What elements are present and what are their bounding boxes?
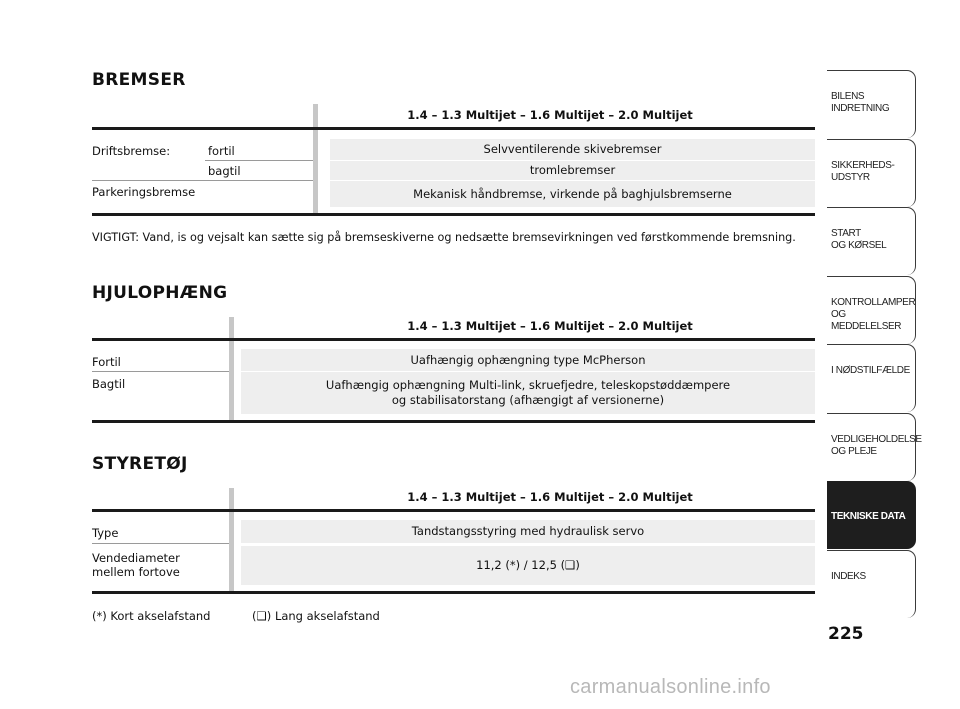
row-divider bbox=[205, 160, 313, 161]
value-front-brake: Selvventilerende skivebremser bbox=[330, 139, 815, 160]
value-turning-diameter: 11,2 (*) / 12,5 (❑) bbox=[241, 546, 815, 585]
value-parking-brake: Mekanisk håndbremse, virkende på baghjulsbremserne bbox=[330, 181, 815, 207]
footnote-short-wheelbase: (*) Kort akselafstand bbox=[92, 609, 211, 623]
chapter-tab-label: VEDLIGEHOLDELSE OG PLEJE bbox=[831, 433, 922, 457]
label-front: fortil bbox=[208, 144, 235, 158]
label-turning-diameter-2: mellem fortove bbox=[92, 565, 180, 579]
chapter-tab-1[interactable] bbox=[827, 70, 916, 138]
label-rear: Bagtil bbox=[92, 377, 126, 391]
table-header-suspension: 1.4 – 1.3 Multijet – 1.6 Multijet – 2.0 Multijet bbox=[407, 319, 693, 333]
table-header-brakes: 1.4 – 1.3 Multijet – 1.6 Multijet – 2.0 Multijet bbox=[407, 108, 693, 122]
table-bottom-rule bbox=[92, 591, 815, 594]
table-top-rule bbox=[92, 509, 815, 512]
label-turning-diameter-1: Vendediameter bbox=[92, 551, 180, 565]
watermark: carmanualsonline.info bbox=[570, 676, 771, 698]
chapter-tab-5[interactable] bbox=[827, 344, 916, 412]
label-type: Type bbox=[92, 526, 119, 540]
chapter-tab-8[interactable] bbox=[827, 550, 916, 618]
chapter-tab-7[interactable] bbox=[827, 481, 916, 549]
chapter-tab-label: INDEKS bbox=[831, 570, 866, 582]
row-divider bbox=[92, 180, 313, 181]
value-rear-brake: tromlebremser bbox=[330, 161, 815, 180]
label-parking-brake: Parkeringsbremse bbox=[92, 185, 196, 199]
value-rear-suspension-line-1: Uafhængig ophængning Multi-link, skruefjedre, teleskopstøddæmpere bbox=[325, 378, 731, 392]
chapter-tab-label: KONTROLLAMPER OG MEDDELELSER bbox=[831, 296, 916, 332]
value-rear-suspension-line-2: og stabilisatorstang (afhængigt af versionerne) bbox=[391, 393, 665, 407]
row-divider bbox=[92, 543, 229, 544]
value-steering-type: Tandstangsstyring med hydraulisk servo bbox=[241, 520, 815, 543]
section-title-suspension: HJULOPHÆNG bbox=[92, 283, 228, 303]
chapter-tab-label: START OG KØRSEL bbox=[831, 228, 887, 251]
label-front: Fortil bbox=[92, 355, 121, 369]
table-header-steering: 1.4 – 1.3 Multijet – 1.6 Multijet – 2.0 Multijet bbox=[407, 490, 693, 504]
table-top-rule bbox=[92, 127, 815, 130]
value-rear-suspension bbox=[241, 372, 815, 414]
value-front-suspension: Uafhængig ophængning type McPherson bbox=[241, 349, 815, 371]
table-top-rule bbox=[92, 338, 815, 341]
chapter-tab-label: I NØDSTILFÆLDE bbox=[831, 365, 910, 376]
chapter-tab-label: BILENS INDRETNING bbox=[831, 91, 890, 114]
label-rear: bagtil bbox=[208, 164, 241, 178]
table-bottom-rule bbox=[92, 213, 815, 216]
column-divider bbox=[229, 488, 234, 592]
column-divider bbox=[313, 104, 318, 215]
chapter-tab-4[interactable] bbox=[827, 276, 916, 344]
column-divider bbox=[229, 317, 234, 421]
table-bottom-rule bbox=[92, 420, 815, 423]
row-divider bbox=[92, 371, 229, 372]
section-title-brakes: BREMSER bbox=[92, 70, 186, 90]
chapter-tab-6[interactable] bbox=[827, 413, 922, 481]
chapter-tab-label: SIKKERHEDS- UDSTYR bbox=[831, 159, 895, 183]
chapter-tab-3[interactable] bbox=[827, 207, 916, 275]
footnote-long-wheelbase: (❑) Lang akselafstand bbox=[252, 609, 380, 623]
page-number: 225 bbox=[828, 624, 864, 644]
chapter-tab-2[interactable] bbox=[827, 139, 916, 207]
label-service-brake: Driftsbremse: bbox=[92, 144, 171, 158]
brake-warning-note: VIGTIGT: Vand, is og vejsalt kan sætte sig på bremseskiverne og nedsætte bremsevirkningen ved førstkommende bremsning. bbox=[92, 231, 796, 244]
section-title-steering: STYRETØJ bbox=[92, 454, 188, 474]
chapter-tab-label: TEKNISKE DATA bbox=[831, 511, 906, 522]
